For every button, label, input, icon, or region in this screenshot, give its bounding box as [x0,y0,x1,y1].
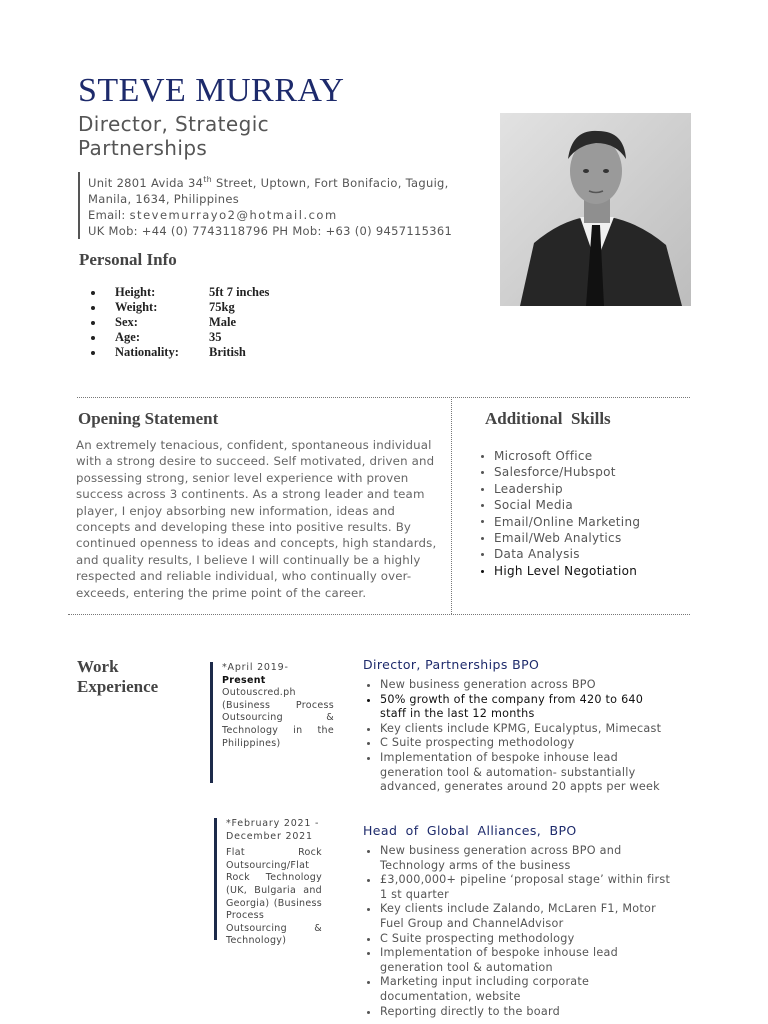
bullet-text: Implementation of bespoke inhouse lead generation tool & automation [380,946,618,974]
additional-skills-heading: Additional Skills [485,409,611,428]
bullet-dot [367,850,370,853]
personal-value: Male [209,315,237,329]
skill-item [481,530,640,546]
skill-label: Microsoft Office [494,449,593,463]
job-1-dates: *April 2019- [222,662,289,673]
bullet-dot [367,684,370,687]
section-divider-top [77,397,690,398]
job-1-bullet [363,693,673,722]
job-1-bullet [363,751,673,795]
personal-info-heading: Personal Info [79,250,177,269]
bullet-text: New business generation across BPO and Technology arms of the business [380,844,622,872]
bullet-text: £3,000,000+ pipeline ‘proposal stage’ within first 1 st quarter [380,873,671,901]
bullet-text: C Suite prospecting methodology [380,931,575,945]
bullet-dot [481,504,484,507]
address-line-1 [88,172,508,191]
bullet-dot [367,1011,370,1014]
bullet-dot [481,570,484,573]
personal-item-age [88,330,269,345]
skill-item [481,546,640,562]
bullet-text: Reporting directly to the board [380,1004,560,1018]
bullet-dot [367,757,370,760]
job-2-title: Head of Global Alliances, BPO [363,823,577,838]
address-sup: th [203,175,213,184]
job-2-bullet [363,1005,673,1020]
bullet-text: C Suite prospecting methodology [380,736,575,750]
email-label: Email: [88,207,126,222]
column-divider [451,397,452,614]
job-1-bullet [363,678,673,693]
personal-item-height [88,285,269,300]
section-divider-bottom [68,614,690,615]
work-heading-line-2: Experience [77,677,159,696]
bullet-dot [481,455,484,458]
job-2-company-desc: Flat Rock Outsourcing/Flat Rock Technology (UK, Bulgaria and Georgia) (Business Process Outsourcing & Technology) [226,847,322,947]
bullet-text: New business generation across BPO [380,678,596,691]
skill-item [481,497,640,513]
title-line-1: Director, Strategic [78,112,270,136]
bullet-dot [367,742,370,745]
skill-label: Data Analysis [494,547,580,562]
skill-label: High Level Negotiation [494,563,638,578]
job-2-bullet [363,975,673,1004]
job-1-company-desc: (Business Process Outsourcing & Technology in the Philippines) [222,699,334,749]
address-prefix: Unit 2801 Avida 34 [88,175,204,190]
meta-accent-bar [210,662,213,783]
bullet-dot [367,981,370,984]
skill-item [481,481,640,497]
bullet-dot [91,306,95,310]
address-line-2: Manila, 1634, Philippines [88,191,240,206]
skill-label: Social Media [494,498,574,513]
personal-info-list [88,285,269,360]
email-line [88,207,508,223]
skill-label: Salesforce/Hubspot [494,465,616,480]
opening-statement-text: An extremely tenacious, confident, spontaneous individual with a strong desire to succeed. Self motivated, driven and possessing strong, senior level experience with proven success across 3 continents. As a strong leader and team player, I enjoy absorbing new information, ideas and concepts and developing these into positive results. By continued openness to ideas and concepts, high standards, and quality results, I believe I will continually be a highly respected and reliable individual, who continually over-exceeds, entering the prime point of the career. [76,438,437,600]
job-1-bullet [363,722,673,737]
job-2-meta-text [214,818,322,948]
personal-value: 5ft 7 inches [209,285,270,299]
personal-key: Height: [115,285,156,299]
job-title-headline [78,112,269,160]
personal-value: 35 [209,330,222,344]
job-1-title: Director, Partnerships BPO [363,657,540,672]
job-2-bullets [363,844,673,1019]
bullet-text: Marketing input including corporate documentation, website [380,975,590,1003]
personal-item-weight [88,300,269,315]
job-1-bullet [363,736,673,751]
skill-item [481,514,640,530]
job-1-meta-text [210,662,334,750]
bullet-dot [481,553,484,556]
bullet-dot [367,938,370,941]
bullet-dot [91,321,95,325]
personal-item-nationality [88,345,269,360]
skill-label: Email/Online Marketing [494,514,641,529]
job-2-bullet [363,873,673,902]
work-experience-heading [77,657,158,697]
personal-key: Sex: [115,315,138,329]
job-1-bullets [363,678,673,795]
personal-key: Nationality: [115,345,179,359]
email-address: stevemurrayo2@hotmail.com [129,207,338,222]
bullet-dot [367,908,370,911]
bullet-dot [91,351,95,355]
personal-key: Weight: [115,300,158,314]
job-2-bullet [363,844,673,873]
bullet-dot [367,699,370,702]
personal-value: British [209,345,246,359]
skill-label: Leadership [494,481,563,496]
bullet-dot [481,537,484,540]
work-heading-line-1: Work [77,657,119,676]
bullet-dot [367,952,370,955]
skill-item [481,448,640,464]
bullet-dot [481,488,484,491]
phone-line: UK Mob: +44 (0) 7743118796 PH Mob: +63 (0) 9457115361 [88,223,453,238]
bullet-dot [481,520,484,523]
profile-photo-art [500,113,691,306]
bullet-dot [91,336,95,340]
job-1-meta [210,662,334,783]
bullet-dot [481,471,484,474]
candidate-name: STEVE MURRAY [78,72,345,109]
job-1-company: Outouscred.ph [222,687,296,699]
job-2-dates: *February 2021 - December 2021 [226,818,320,842]
job-2-bullet [363,946,673,975]
bullet-dot [91,291,95,295]
skill-item [481,464,640,480]
job-2-bullet [363,932,673,947]
title-line-2: Partnerships [78,136,208,160]
meta-accent-bar [214,818,217,940]
address-rest: Street, Uptown, Fort Bonifacio, Taguig, [212,175,449,190]
job-2-bullet [363,902,673,931]
job-2-meta [214,818,322,947]
personal-item-sex [88,315,269,330]
personal-value: 75kg [209,300,235,314]
skill-label: Email/Web Analytics [494,531,622,546]
opening-statement-heading: Opening Statement [78,409,219,428]
bullet-text: 50% growth of the company from 420 to 640 staff in the last 12 months [380,692,644,721]
bullet-dot [367,879,370,882]
bullet-text: Key clients include Zalando, McLaren F1, Motor Fuel Group and ChannelAdvisor [380,902,656,930]
skills-list [481,448,640,579]
job-1-present: Present [222,674,266,686]
bullet-dot [367,728,370,731]
skill-item [481,563,640,579]
bullet-text: Key clients include KPMG, Eucalyptus, Mimecast [380,721,662,735]
bullet-text: Implementation of bespoke inhouse lead generation tool & automation- substantially advanced, generates around 20 appts per week [380,750,660,794]
profile-photo [500,113,691,306]
personal-key: Age: [115,330,140,344]
contact-block [78,172,508,239]
